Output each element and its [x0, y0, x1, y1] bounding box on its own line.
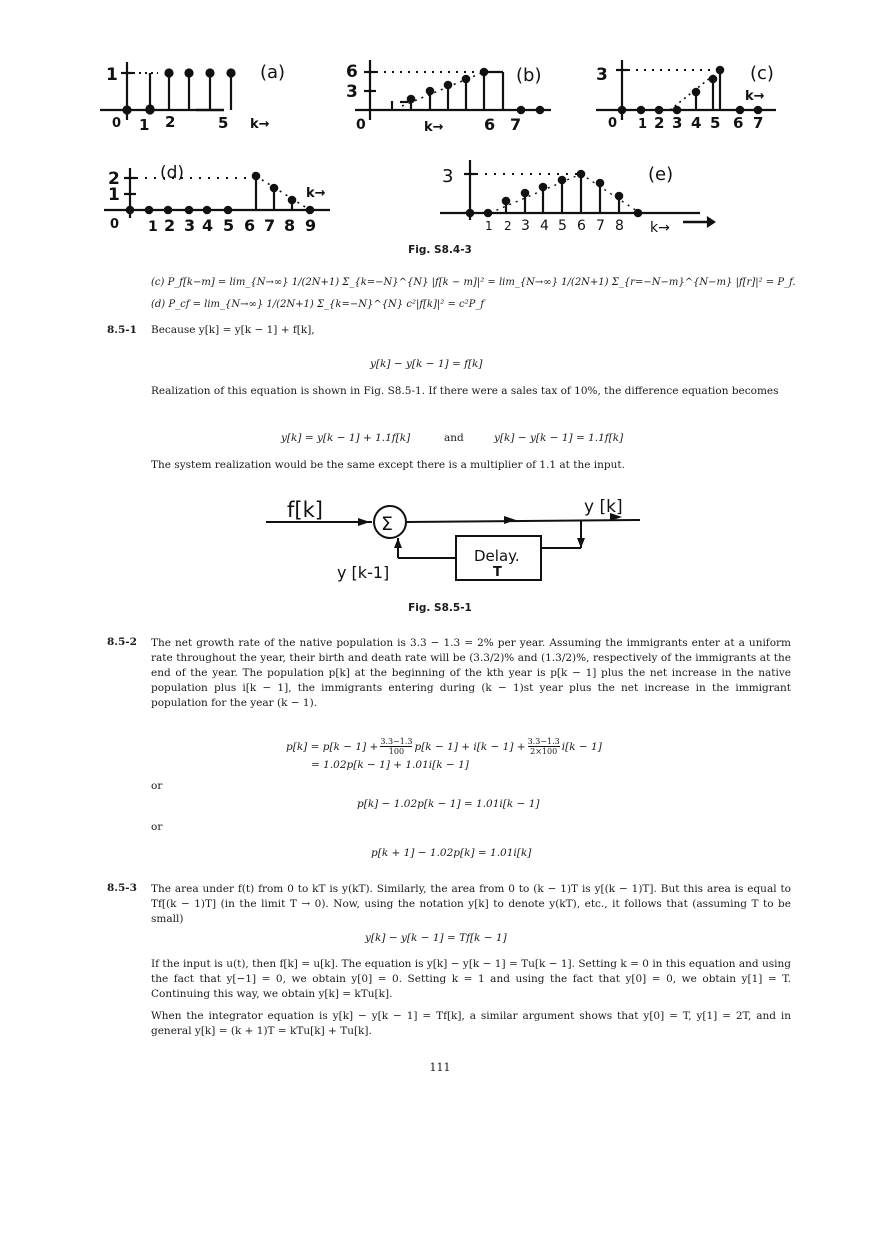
fig-s8-4-3-caption: Fig. S8.4-3 [408, 244, 472, 256]
plot-a-x2: 2 [165, 113, 176, 131]
plot-d-x7: 7 [264, 216, 276, 235]
problem-8-5-2-label: 8.5-2 [107, 636, 137, 648]
frac-1 [380, 737, 412, 756]
plot-b-x0: 0 [356, 117, 366, 133]
plot-e-tag: (e) [648, 164, 674, 185]
problem-8-5-1-text: Realization of this equation is shown in Fig. S8.5-1. If there were a sales tax of 10%, the difference equation becomes [151, 385, 779, 397]
figure-s8-5-1 [0, 480, 880, 605]
eq-8-5-1-c: y[k] − y[k − 1] = 1.1f[k] [494, 432, 624, 444]
problem-8-5-3-text2: If the input is u(t), then f[k] = u[k]. The equation is y[k] − y[k − 1] = Tu[k − 1]. Setting k = 0 in this equation and using the fact that y[−1] = 0, we obtain y[0] = 0. Setting k = 1 and using the fact that y[0] = 0, we obtain y[1] = T. Continuing this way, we obtain y[k] = kTu[k]. [151, 958, 791, 1000]
page-number: 111 [429, 1061, 451, 1074]
plot-b-y3: 3 [346, 82, 358, 102]
plot-d-y1: 1 [108, 185, 120, 205]
plot-a-x0: 0 [112, 116, 122, 131]
plot-e-x4: 4 [540, 218, 549, 234]
plot-b-y6: 6 [346, 62, 358, 82]
summer-symbol: Σ [381, 513, 394, 535]
plot-e-x7: 7 [596, 218, 605, 234]
plot-e-x3: 3 [521, 218, 530, 234]
problem-8-5-1-intro: Because y[k] = y[k − 1] + f[k], [151, 324, 315, 336]
input-arrow [358, 518, 370, 526]
problem-8-5-3-text3: When the integrator equation is y[k] − y[k − 1] = Tf[k], a similar argument shows that y[0] = T, y[1] = 2T, and in general y[k] = (k + 1)T = kTu[k] + Tu[k]. [151, 1010, 791, 1037]
frac-1-den: 100 [388, 747, 405, 756]
plot-d [104, 168, 330, 218]
plot-e-x8: 8 [615, 218, 624, 234]
eq-8-5-2-b: = 1.02p[k − 1] + 1.01i[k − 1] [311, 759, 469, 771]
plot-c-tag: (c) [750, 63, 774, 84]
eq-8-5-1-a: y[k] − y[k − 1] = f[k] [370, 358, 483, 370]
plot-c-x7: 7 [753, 114, 764, 132]
plot-d-x0: 0 [110, 217, 120, 232]
eq-8-5-1-b: y[k] = y[k − 1] + 1.1f[k] [281, 432, 411, 444]
plot-e-x5: 5 [558, 218, 567, 234]
problem-8-5-1-text2: The system realization would be the same except there is a multiplier of 1.1 at the input. [151, 459, 625, 471]
output-line [406, 520, 640, 522]
problem-8-5-1-label: 8.5-1 [107, 324, 137, 336]
plot-a-k: k→ [250, 117, 270, 132]
tap-arrow [577, 538, 585, 548]
plot-a-y-label: 1 [106, 65, 118, 85]
plot-c-x2: 2 [654, 114, 665, 132]
equation-d: (d) P_cf = lim_{N→∞} 1/(2N+1) Σ_{k=−N}^{N} c²|f[k]|² = c²P_f [151, 299, 485, 310]
plot-b-x6: 6 [484, 115, 496, 134]
plot-e-x1: 1 [485, 219, 493, 233]
plot-d-x4: 4 [202, 216, 214, 235]
plot-c-x4: 4 [691, 114, 702, 132]
plot-d-x9: 9 [305, 216, 317, 235]
feedback-label: y [k-1] [337, 563, 390, 582]
equation-c: (c) P_f[k−m] = lim_{N→∞} 1/(2N+1) Σ_{k=−N}^{N} |f[k − m]|² = lim_{N→∞} 1/(2N+1) Σ_{r=−N−m}^{N−m} |f[r]|² = P_f. [151, 277, 796, 288]
frac-2-den: 2×100 [530, 747, 558, 756]
plot-e-y3: 3 [442, 166, 454, 187]
plot-b-tag: (b) [516, 65, 542, 86]
eq-8-5-2-d: p[k + 1] − 1.02p[k] = 1.01i[k] [371, 847, 532, 859]
plot-c-x5: 5 [710, 114, 721, 132]
plot-d-x5: 5 [223, 216, 235, 235]
output-label: y [k] [584, 497, 623, 517]
or-1: or [151, 780, 163, 792]
plot-c-k: k→ [745, 89, 765, 104]
fig-s8-5-1-caption: Fig. S8.5-1 [408, 602, 472, 614]
frac-2 [528, 737, 560, 756]
plot-e-x6: 6 [577, 218, 586, 234]
plot-d-k: k→ [306, 186, 326, 201]
plot-c-x1: 1 [638, 117, 648, 132]
output-arrow [504, 516, 516, 524]
plot-d-x1: 1 [148, 219, 158, 235]
input-label: f[k] [287, 498, 323, 522]
plot-a [100, 62, 235, 120]
plot-e-x2: 2 [504, 219, 512, 233]
problem-8-5-3-text: The area under f(t) from 0 to kT is y(kT). Similarly, the area from 0 to (k − 1)T is y[(k − 1)T]. But this area is equal to Tf[(k − 1)T] (in the limit T → 0). Now, using the notation y[k] to denote y(kT), etc., it follows that (assuming T to be small) [151, 883, 791, 925]
problem-8-5-2-text: The net growth rate of the native population is 3.3 − 1.3 = 2% per year. Assuming the immigrants enter at a uniform rate throughout the year, their birth and death rate will be (3.3/2)% and (1.3/2)%, respectively of the immigrants at the end of the year. The population p[k] at the beginning of the kth year is p[k − 1] plus the net increase in the native population plus i[k − 1], the immigrants entering during (k − 1)st year plus the net increase in the immigrant population for the year (k − 1). [151, 637, 791, 709]
plot-d-x8: 8 [284, 216, 296, 235]
plot-e-k: k→ [650, 220, 670, 236]
plot-d-x6: 6 [244, 216, 256, 235]
eq-8-5-2-a-left: p[k] = p[k − 1] + [286, 740, 379, 753]
plot-d-y2: 2 [108, 169, 120, 189]
or-2: or [151, 821, 163, 833]
eq-8-5-2-c: p[k] − 1.02p[k − 1] = 1.01i[k − 1] [357, 798, 540, 810]
eq-8-5-3-a: y[k] − y[k − 1] = Tf[k − 1] [365, 932, 507, 944]
delay-t-label: T [493, 565, 502, 580]
plot-c-x0: 0 [608, 116, 618, 131]
delay-label: Delay. [474, 547, 520, 565]
frac-2-num: 3.3−1.3 [527, 737, 560, 746]
plot-a-x5: 5 [218, 114, 229, 132]
plot-c-x3: 3 [672, 114, 683, 132]
eq-8-5-2-a-right: i[k − 1] [561, 740, 602, 753]
plot-c-x6: 6 [733, 114, 744, 132]
problem-8-5-3-label: 8.5-3 [107, 882, 137, 894]
plot-b-k: k→ [424, 120, 444, 135]
eq-8-5-2-a-mid: p[k − 1] + i[k − 1] + [414, 740, 526, 753]
eq-8-5-2-a [286, 737, 602, 756]
plot-a-x1: 1 [139, 116, 150, 134]
eq-and: and [444, 432, 464, 444]
plot-d-x2: 2 [164, 216, 176, 235]
plot-c-y3: 3 [596, 65, 608, 85]
figure-s8-4-3 [0, 0, 880, 250]
plot-d-tag: (d) [160, 163, 185, 183]
plot-a-tag: (a) [260, 62, 286, 83]
plot-b-x7: 7 [510, 115, 522, 134]
frac-1-num: 3.3−1.3 [380, 737, 413, 746]
plot-d-x3: 3 [184, 216, 196, 235]
feedback-arrow [394, 538, 402, 548]
